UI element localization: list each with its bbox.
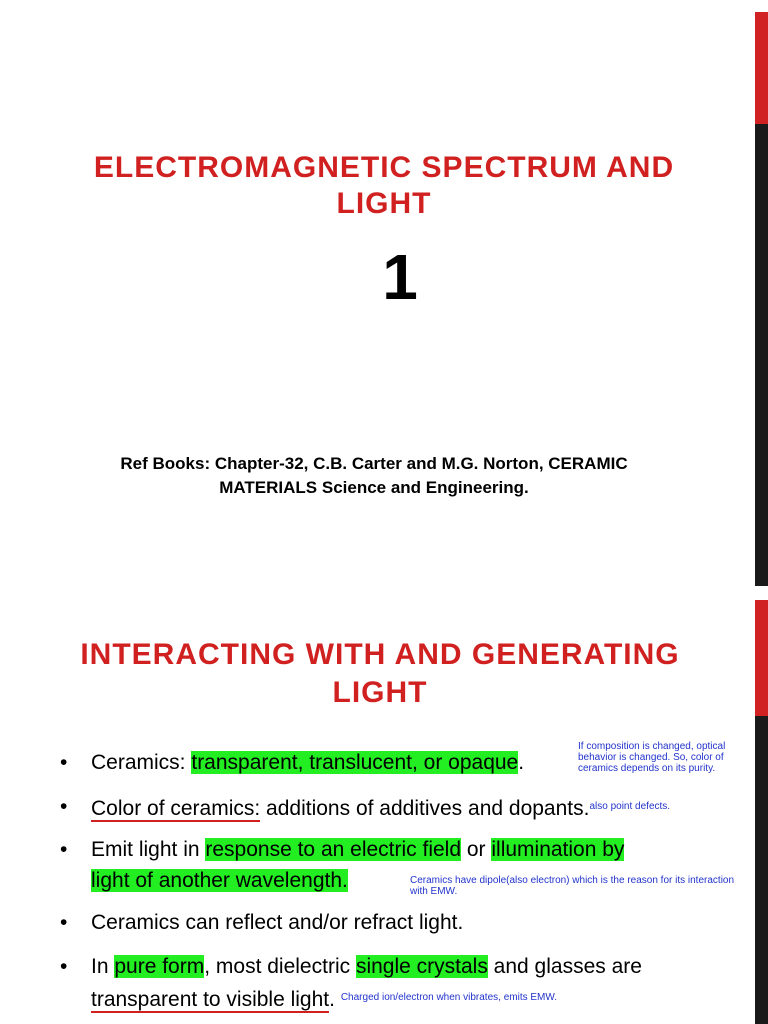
highlighted-text: transparent, translucent, or opaque	[191, 751, 519, 774]
highlighted-text: response to an electric field	[205, 838, 462, 861]
bullet-text: .	[518, 751, 525, 774]
slide-accent-bar	[755, 12, 768, 586]
annotation-note: also point defects.	[589, 801, 671, 812]
annotation-note	[578, 741, 725, 774]
note-line: If composition is changed, optical	[578, 741, 726, 752]
note-line: ceramics depends on its purity.	[578, 763, 716, 774]
slide-title	[60, 150, 708, 222]
bullet-text: In	[91, 955, 115, 978]
bullet-text: Ceramics:	[91, 751, 192, 774]
content-slide	[0, 600, 768, 1024]
lecture-number: 1	[382, 241, 418, 313]
slide-title	[30, 636, 730, 712]
bullet-dot: •	[60, 911, 68, 934]
bullet-text: , most dielectric	[204, 955, 356, 978]
bullet-dot: •	[60, 838, 68, 861]
refs-line-2: MATERIALS Science and Engineering.	[219, 478, 529, 497]
underlined-text: Color of ceramics:	[91, 797, 261, 820]
bullet-dot: •	[60, 751, 68, 774]
bullet-text: or	[461, 838, 492, 861]
bullet-text: .	[329, 988, 335, 1011]
title-line-2: LIGHT	[332, 676, 428, 709]
bullet-dot: •	[60, 955, 68, 978]
title-line-1: INTERACTING WITH AND GENERATING	[80, 638, 680, 671]
refs-line-1: Ref Books: Chapter-32, C.B. Carter and M.G. Norton, CERAMIC	[120, 454, 628, 473]
title-line-1: ELECTROMAGNETIC SPECTRUM AND	[93, 151, 675, 184]
highlighted-text: pure form	[114, 955, 205, 978]
annotation-note	[410, 875, 734, 897]
slide-accent-bar	[755, 600, 768, 1024]
bullet-dot: •	[60, 795, 68, 818]
bullet-text: Emit light in	[91, 838, 206, 861]
reference-books	[40, 452, 708, 500]
highlighted-text: light of another wavelength.	[91, 869, 348, 892]
bullet-text: additions of additives and dopants.	[260, 797, 590, 820]
highlighted-text: single crystals	[355, 955, 488, 978]
underlined-text: transparent to visible light	[91, 988, 330, 1011]
title-line-2: LIGHT	[336, 187, 432, 220]
note-line: Ceramics have dipole(also electron) which is the reason for its interaction	[410, 875, 735, 886]
annotation-note: Charged ion/electron when vibrates, emits EMW.	[340, 992, 558, 1003]
highlighted-text: illumination by	[491, 838, 625, 861]
slide-gap	[0, 586, 768, 600]
note-line: behavior is changed. So, color of	[578, 752, 724, 763]
note-line: with EMW.	[410, 886, 458, 897]
bullet-text: and glasses are	[487, 955, 642, 978]
bullet-text: Ceramics can reflect and/or refract light.	[91, 911, 464, 934]
